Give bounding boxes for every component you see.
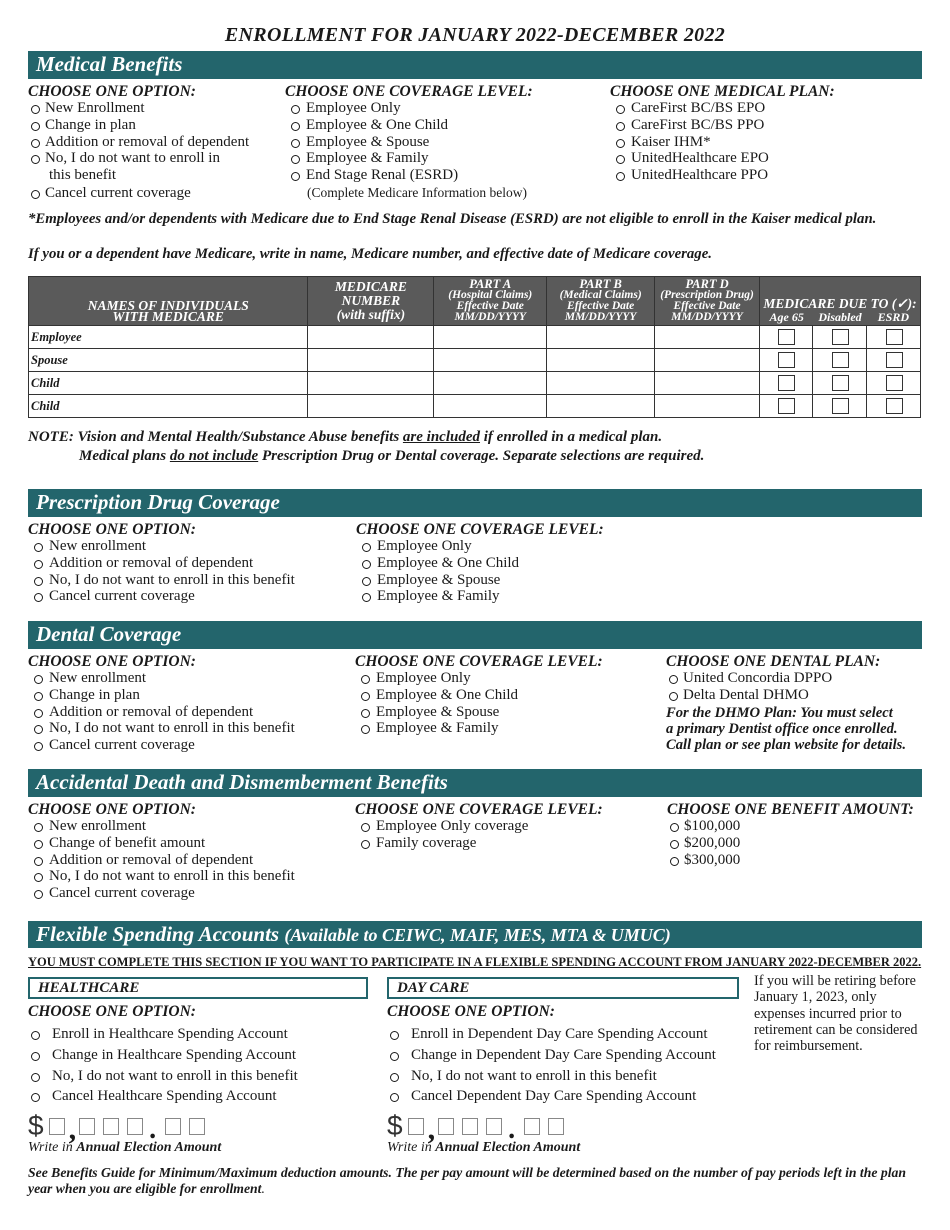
cell-part-b-date[interactable]: [547, 326, 655, 349]
dhmo-note-l2: a primary Dentist office once enrolled.: [666, 720, 898, 737]
footer-period: .: [261, 1181, 265, 1196]
add-option-cancel[interactable]: Cancel current coverage: [28, 885, 295, 902]
dental-option-change[interactable]: Change in plan: [28, 687, 295, 704]
table-row: [29, 349, 921, 372]
cell-part-b-date[interactable]: [547, 395, 655, 418]
dental-plan-delta[interactable]: Delta Dental DHMO: [666, 687, 906, 704]
medical-level-employee-spouse[interactable]: Employee & Spouse: [285, 134, 533, 151]
medicare-due-title: MEDICARE DUE TO (✓):: [763, 296, 917, 311]
footer-text: See Benefits Guide for Minimum/Maximum deduction amounts. The per pay amount will be determined based on the number of pay periods left in the plan year when you are eligible for enrollment: [28, 1165, 906, 1196]
cell-part-a-date[interactable]: [434, 349, 547, 372]
retirement-note: If you will be retiring before January 1, 2023, only expenses incurred prior to retirement can be considered for reimbursement.: [754, 973, 918, 1055]
fsa-dc-write-in: [387, 1140, 580, 1156]
add-amount-300k[interactable]: $300,000: [667, 852, 914, 869]
cell-part-a-date[interactable]: [434, 326, 547, 349]
medicare-number-header-l1: MEDICARE: [334, 279, 407, 294]
cell-part-d-date[interactable]: [655, 395, 760, 418]
medical-option-cancel[interactable]: Cancel current coverage: [28, 185, 249, 202]
digit-box[interactable]: [79, 1118, 95, 1135]
checkbox-age65[interactable]: [778, 352, 795, 368]
medical-option-change[interactable]: Change in plan: [28, 117, 249, 134]
medical-plan-group: [610, 83, 835, 184]
dental-plan-heading: CHOOSE ONE DENTAL PLAN:: [666, 653, 881, 670]
dhmo-note-l1: For the DHMO Plan: You must select: [666, 704, 893, 721]
note-l1-b: if enrolled in a medical plan.: [480, 429, 663, 445]
part-b-title: PART B: [579, 277, 622, 291]
dental-option-group: [28, 653, 295, 754]
table-row: [29, 395, 921, 418]
checkbox-esrd[interactable]: [886, 329, 903, 345]
medical-level-employee-child[interactable]: Employee & One Child: [285, 117, 533, 134]
dhmo-note-l3: Call plan or see plan website for details.: [666, 736, 906, 753]
part-a-sub: (Hospital Claims): [448, 289, 533, 301]
due-age65-label: Age 65: [769, 310, 804, 324]
dhmo-note: [666, 705, 906, 753]
dental-plan-group: [666, 653, 906, 753]
fsa-hc-enroll[interactable]: Enroll in Healthcare Spending Account: [28, 1024, 298, 1045]
row-label-child-2: Child: [29, 395, 308, 418]
digit-box[interactable]: [165, 1118, 181, 1135]
fsa-dc-amount-field: [387, 1110, 572, 1146]
dental-level-employee[interactable]: Employee Only: [355, 670, 603, 687]
part-d-eff: Effective Date: [673, 300, 741, 312]
rx-option-new[interactable]: New enrollment: [28, 538, 295, 555]
add-level-heading: CHOOSE ONE COVERAGE LEVEL:: [355, 801, 603, 818]
cell-part-b-date[interactable]: [547, 372, 655, 395]
add-amount-group: [667, 801, 914, 868]
digit-box[interactable]: [486, 1118, 502, 1135]
cell-medicare-number[interactable]: [308, 326, 434, 349]
cell-part-a-date[interactable]: [434, 372, 547, 395]
medical-plan-heading: CHOOSE ONE MEDICAL PLAN:: [610, 83, 835, 100]
fsa-dc-decline[interactable]: No, I do not want to enroll in this benefit: [387, 1066, 716, 1087]
part-a-eff: Effective Date: [456, 300, 524, 312]
digit-box[interactable]: [189, 1118, 205, 1135]
add-header: Accidental Death and Dismemberment Benefits: [28, 769, 922, 797]
write-in-prefix: Write in: [28, 1140, 77, 1155]
cell-part-d-date[interactable]: [655, 349, 760, 372]
checkbox-disabled[interactable]: [832, 329, 849, 345]
medicare-names-header-l2: WITH MEDICARE: [112, 309, 224, 324]
part-b-format: MM/DD/YYYY: [564, 311, 637, 323]
fsa-hc-amount-field: [28, 1110, 213, 1146]
dental-option-decline[interactable]: No, I do not want to enroll in this benefit: [28, 720, 295, 737]
medicare-names-header-l1: NAMES OF INDIVIDUALS: [87, 298, 249, 313]
fsa-daycare-group: [387, 1003, 716, 1107]
cell-medicare-number[interactable]: [308, 395, 434, 418]
fsa-daycare-heading: CHOOSE ONE OPTION:: [387, 1003, 555, 1020]
dental-level-group: [355, 653, 603, 737]
dental-option-dependent[interactable]: Addition or removal of dependent: [28, 704, 295, 721]
cell-part-d-date[interactable]: [655, 372, 760, 395]
medical-option-decline[interactable]: No, I do not want to enroll in: [28, 150, 249, 167]
part-a-format: MM/DD/YYYY: [454, 311, 527, 323]
write-in-bold: Annual Election Amount: [76, 1140, 222, 1155]
add-amount-heading: CHOOSE ONE BENEFIT AMOUNT:: [667, 801, 914, 818]
add-amount-200k[interactable]: $200,000: [667, 835, 914, 852]
note-l1-a: NOTE: Vision and Mental Health/Substance Abuse benefits: [28, 429, 403, 445]
medical-option-dependent[interactable]: Addition or removal of dependent: [28, 134, 249, 151]
fsa-hc-cancel[interactable]: Cancel Healthcare Spending Account: [28, 1086, 298, 1107]
medicare-part-d-header: [655, 277, 760, 326]
dental-level-employee-spouse[interactable]: Employee & Spouse: [355, 704, 603, 721]
rx-level-heading: CHOOSE ONE COVERAGE LEVEL:: [356, 521, 604, 538]
due-esrd-label: ESRD: [877, 310, 910, 324]
add-option-heading: CHOOSE ONE OPTION:: [28, 801, 196, 818]
coverage-note-line1: [28, 428, 704, 447]
rx-option-group: [28, 521, 295, 605]
dental-level-employee-child[interactable]: Employee & One Child: [355, 687, 603, 704]
part-b-eff: Effective Date: [567, 300, 635, 312]
add-level-group: [355, 801, 603, 852]
medical-plan-uhc-epo[interactable]: UnitedHealthcare EPO: [610, 150, 835, 167]
medical-option-decline-cont-text: this benefit: [49, 167, 117, 184]
checkbox-disabled[interactable]: [832, 352, 849, 368]
fsa-dc-cancel[interactable]: Cancel Dependent Day Care Spending Account: [387, 1086, 716, 1107]
medical-level-note: (Complete Medicare Information below): [307, 184, 528, 200]
add-option-new[interactable]: New enrollment: [28, 818, 295, 835]
checkbox-age65[interactable]: [778, 375, 795, 391]
part-b-sub: (Medical Claims): [559, 289, 642, 301]
rx-level-group: [356, 521, 604, 605]
medical-plan-uhc-ppo[interactable]: UnitedHealthcare PPO: [610, 167, 835, 184]
medicare-due-header: [759, 277, 920, 326]
fsa-healthcare-label: HEALTHCARE: [28, 977, 368, 999]
table-row: [29, 326, 921, 349]
dental-level-heading: CHOOSE ONE COVERAGE LEVEL:: [355, 653, 603, 670]
dental-level-family[interactable]: Employee & Family: [355, 720, 603, 737]
medical-level-esrd[interactable]: End Stage Renal (ESRD): [285, 167, 533, 184]
fsa-hc-change[interactable]: Change in Healthcare Spending Account: [28, 1045, 298, 1066]
rx-level-employee-child[interactable]: Employee & One Child: [356, 555, 604, 572]
medicare-table: [28, 276, 921, 418]
add-level-family[interactable]: Family coverage: [355, 835, 603, 852]
digit-box[interactable]: [408, 1118, 424, 1135]
rx-option-cancel[interactable]: Cancel current coverage: [28, 588, 295, 605]
medical-plan-carefirst-epo[interactable]: CareFirst BC/BS EPO: [610, 100, 835, 117]
medicare-number-header-l2: NUMBER: [341, 293, 401, 308]
add-option-group: [28, 801, 295, 902]
medical-level-family[interactable]: Employee & Family: [285, 150, 533, 167]
medical-plan-carefirst-ppo[interactable]: CareFirst BC/BS PPO: [610, 117, 835, 134]
rx-level-family[interactable]: Employee & Family: [356, 588, 604, 605]
medical-option-group: [28, 83, 249, 202]
dental-option-heading: CHOOSE ONE OPTION:: [28, 653, 196, 670]
esrd-note: *Employees and/or dependents with Medicare due to End Stage Renal Disease (ESRD) are not eligible to enroll in the Kaiser medical plan.: [28, 211, 877, 227]
add-amount-100k[interactable]: $100,000: [667, 818, 914, 835]
part-d-sub: (Prescription Drug): [660, 289, 754, 301]
medical-plan-kaiser[interactable]: Kaiser IHM*: [610, 134, 835, 151]
dental-option-cancel[interactable]: Cancel current coverage: [28, 737, 295, 754]
fsa-hc-write-in: [28, 1140, 221, 1156]
due-disabled-label: Disabled: [818, 310, 862, 324]
checkbox-disabled[interactable]: [832, 375, 849, 391]
medicare-part-b-header: [547, 277, 655, 326]
add-level-employee[interactable]: Employee Only coverage: [355, 818, 603, 835]
write-in-bold: Annual Election Amount: [435, 1140, 581, 1155]
medical-option-decline-cont: [28, 167, 249, 184]
fsa-header-sub: (Available to CEIWC, MAIF, MES, MTA & UMUC): [284, 925, 671, 945]
fsa-daycare-label: DAY CARE: [387, 977, 739, 999]
fsa-hc-decline[interactable]: No, I do not want to enroll in this benefit: [28, 1066, 298, 1087]
fsa-header-title: Flexible Spending Accounts: [36, 922, 280, 946]
checkbox-age65[interactable]: [778, 329, 795, 345]
decimal-point: .: [149, 1114, 157, 1145]
comma-separator: ,: [68, 1113, 77, 1146]
checkbox-disabled[interactable]: [832, 398, 849, 414]
rx-level-employee-spouse[interactable]: Employee & Spouse: [356, 572, 604, 589]
add-option-change-amount[interactable]: Change of benefit amount: [28, 835, 295, 852]
part-a-title: PART A: [469, 277, 512, 291]
checkbox-esrd[interactable]: [886, 352, 903, 368]
digit-box[interactable]: [438, 1118, 454, 1135]
decimal-point: .: [508, 1114, 516, 1145]
medical-option-new[interactable]: New Enrollment: [28, 100, 249, 117]
cell-part-a-date[interactable]: [434, 395, 547, 418]
checkbox-esrd[interactable]: [886, 375, 903, 391]
write-in-prefix: Write in: [387, 1140, 436, 1155]
fsa-must-complete: YOU MUST COMPLETE THIS SECTION IF YOU WANT TO PARTICIPATE IN A FLEXIBLE SPENDING ACCOUNT FROM JANUARY 2022-DECEMBER 2022.: [28, 955, 922, 969]
table-row: [29, 372, 921, 395]
digit-box[interactable]: [103, 1118, 119, 1135]
medicare-instructions: If you or a dependent have Medicare, write in name, Medicare number, and effective date of Medicare coverage.: [28, 246, 712, 262]
note-l2-underlined: do not include: [169, 448, 259, 464]
prescription-header: Prescription Drug Coverage: [28, 489, 922, 517]
dollar-sign: $: [387, 1110, 403, 1141]
coverage-note: [28, 428, 704, 466]
digit-box[interactable]: [127, 1118, 143, 1135]
medicare-names-header: [29, 277, 308, 326]
cell-medicare-number[interactable]: [308, 349, 434, 372]
part-d-title: PART D: [685, 277, 729, 291]
cell-part-d-date[interactable]: [655, 326, 760, 349]
fsa-healthcare-group: [28, 1003, 298, 1107]
fsa-header: [28, 921, 922, 948]
dental-header: Dental Coverage: [28, 621, 922, 649]
medicare-part-a-header: [434, 277, 547, 326]
row-label-employee: Employee: [29, 326, 308, 349]
dollar-sign: $: [28, 1110, 44, 1141]
digit-box[interactable]: [548, 1118, 564, 1135]
note-l2-a: Medical plans: [79, 448, 170, 464]
medical-level-group: [285, 83, 533, 202]
note-l1-underlined: are included: [402, 429, 481, 445]
digit-box[interactable]: [462, 1118, 478, 1135]
dental-plan-concordia[interactable]: United Concordia DPPO: [666, 670, 906, 687]
coverage-note-line2: [28, 447, 704, 466]
rx-option-heading: CHOOSE ONE OPTION:: [28, 521, 196, 538]
digit-box[interactable]: [524, 1118, 540, 1135]
footer-note: [28, 1165, 922, 1197]
medical-benefits-header: Medical Benefits: [28, 51, 922, 79]
comma-separator: ,: [427, 1113, 436, 1146]
row-label-spouse: Spouse: [29, 349, 308, 372]
rx-level-employee[interactable]: Employee Only: [356, 538, 604, 555]
checkbox-age65[interactable]: [778, 398, 795, 414]
cell-medicare-number[interactable]: [308, 372, 434, 395]
medicare-number-header: [308, 277, 434, 326]
rx-option-decline[interactable]: No, I do not want to enroll in this benefit: [28, 572, 295, 589]
fsa-dc-change[interactable]: Change in Dependent Day Care Spending Account: [387, 1045, 716, 1066]
medical-option-heading: CHOOSE ONE OPTION:: [28, 83, 196, 100]
add-option-decline[interactable]: No, I do not want to enroll in this benefit: [28, 868, 295, 885]
digit-box[interactable]: [49, 1118, 65, 1135]
medical-level-heading: CHOOSE ONE COVERAGE LEVEL:: [285, 83, 533, 100]
fsa-dc-enroll[interactable]: Enroll in Dependent Day Care Spending Account: [387, 1024, 716, 1045]
checkbox-esrd[interactable]: [886, 398, 903, 414]
fsa-healthcare-heading: CHOOSE ONE OPTION:: [28, 1003, 196, 1020]
cell-part-b-date[interactable]: [547, 349, 655, 372]
part-d-format: MM/DD/YYYY: [671, 311, 743, 323]
medical-level-employee[interactable]: Employee Only: [285, 100, 533, 117]
row-label-child: Child: [29, 372, 308, 395]
dental-option-new[interactable]: New enrollment: [28, 670, 295, 687]
add-option-dependent[interactable]: Addition or removal of dependent: [28, 852, 295, 869]
page-title: ENROLLMENT FOR JANUARY 2022-DECEMBER 2022: [224, 24, 726, 46]
medicare-number-header-l3: (with suffix): [336, 307, 406, 322]
rx-option-dependent[interactable]: Addition or removal of dependent: [28, 555, 295, 572]
note-l2-b: Prescription Drug or Dental coverage. Separate selections are required.: [258, 448, 705, 464]
